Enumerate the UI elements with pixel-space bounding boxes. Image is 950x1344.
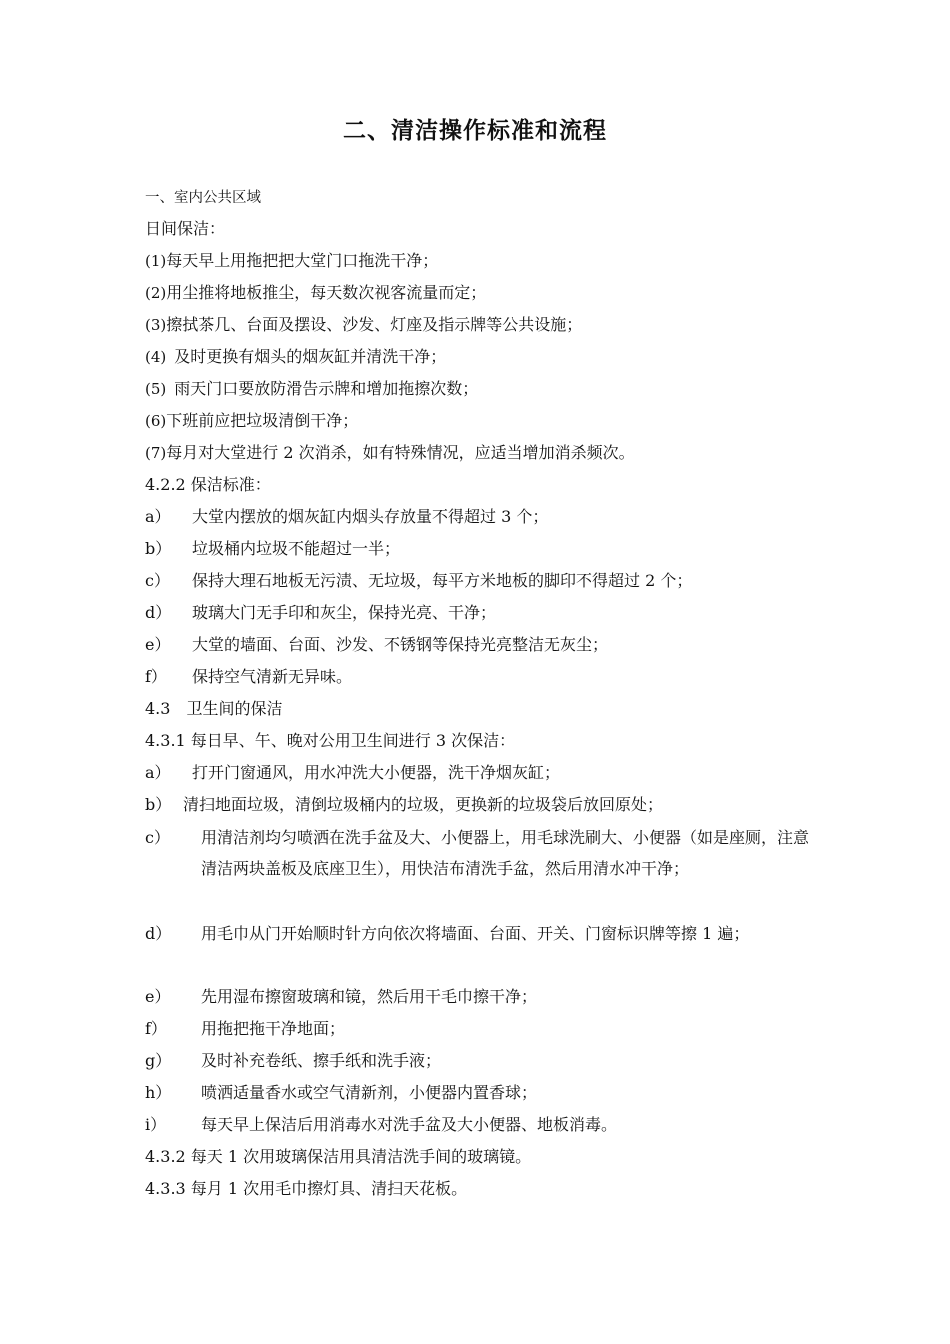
subsection-433: 4.3.3 每月 1 次用毛巾擦灯具、清扫天花板。 [145,1179,468,1198]
page-title: 二、清洁操作标准和流程 [343,118,607,144]
section-heading-restroom: 4.3 卫生间的保洁 [145,699,283,718]
standard-heading: 4.2.2 保洁标准： [145,475,271,494]
list-item: b） 垃圾桶内垃圾不能超过一半； [145,539,401,558]
list-item: c） 用清洁剂均匀喷洒在洗手盆及大、小便器上，用毛球洗刷大、小便器（如是座厕，注意清洁两块盖板及底座卫生），用快洁布清洗手盆，然后用清水冲干净； [145,828,810,878]
list-item: (2)用尘推将地板推尘，每天数次视客流量而定； [145,283,487,302]
list-item: (1)每天早上用拖把把大堂门口拖洗干净； [145,251,439,270]
list-item: f） 用拖把拖干净地面； [145,1019,346,1038]
section-heading-indoor: 一、室内公共区域 [145,190,261,206]
list-item: (7)每月对大堂进行 2 次消杀，如有特殊情况，应适当增加消杀频次。 [145,443,635,462]
list-item: (6)下班前应把垃圾清倒干净； [145,411,359,430]
daily-cleaning-label: 日间保洁： [145,219,226,238]
list-item: d） 用毛巾从门开始顺时针方向依次将墙面、台面、开关、门窗标识牌等擦 1 遍； [145,924,750,943]
list-item: h） 喷洒适量香水或空气清新剂，小便器内置香球； [145,1083,538,1102]
list-item: a） 打开门窗通风，用水冲洗大小便器，洗干净烟灰缸； [145,763,561,782]
list-item: a） 大堂内摆放的烟灰缸内烟头存放量不得超过 3 个； [145,507,549,526]
list-item: d） 玻璃大门无手印和灰尘，保持光亮、干净； [145,603,497,622]
subsection-432: 4.3.2 每天 1 次用玻璃保洁用具清洁洗手间的玻璃镜。 [145,1147,532,1166]
list-item: g） 及时补充卷纸、擦手纸和洗手液； [145,1051,442,1070]
list-item: (4) 及时更换有烟头的烟灰缸并清洗干净； [145,347,447,366]
list-item: (5) 雨天门口要放防滑告示牌和增加拖擦次数； [145,379,479,398]
list-item: (3)擦拭茶几、台面及摆设、沙发、灯座及指示牌等公共设施； [145,315,583,334]
list-item: i） 每天早上保洁后用消毒水对洗手盆及大小便器、地板消毒。 [145,1115,618,1134]
list-item: c） 保持大理石地板无污渍、无垃圾，每平方米地板的脚印不得超过 2 个； [145,571,693,590]
list-item: e） 大堂的墙面、台面、沙发、不锈钢等保持光亮整洁无灰尘； [145,635,609,654]
list-item: b） 清扫地面垃圾，清倒垃圾桶内的垃圾，更换新的垃圾袋后放回原处； [145,795,664,814]
list-item: e） 先用湿布擦窗玻璃和镜，然后用干毛巾擦干净； [145,987,538,1006]
subsection-heading-431: 4.3.1 每日早、午、晚对公用卫生间进行 3 次保洁： [145,731,516,750]
list-item: f） 保持空气清新无异味。 [145,667,353,686]
